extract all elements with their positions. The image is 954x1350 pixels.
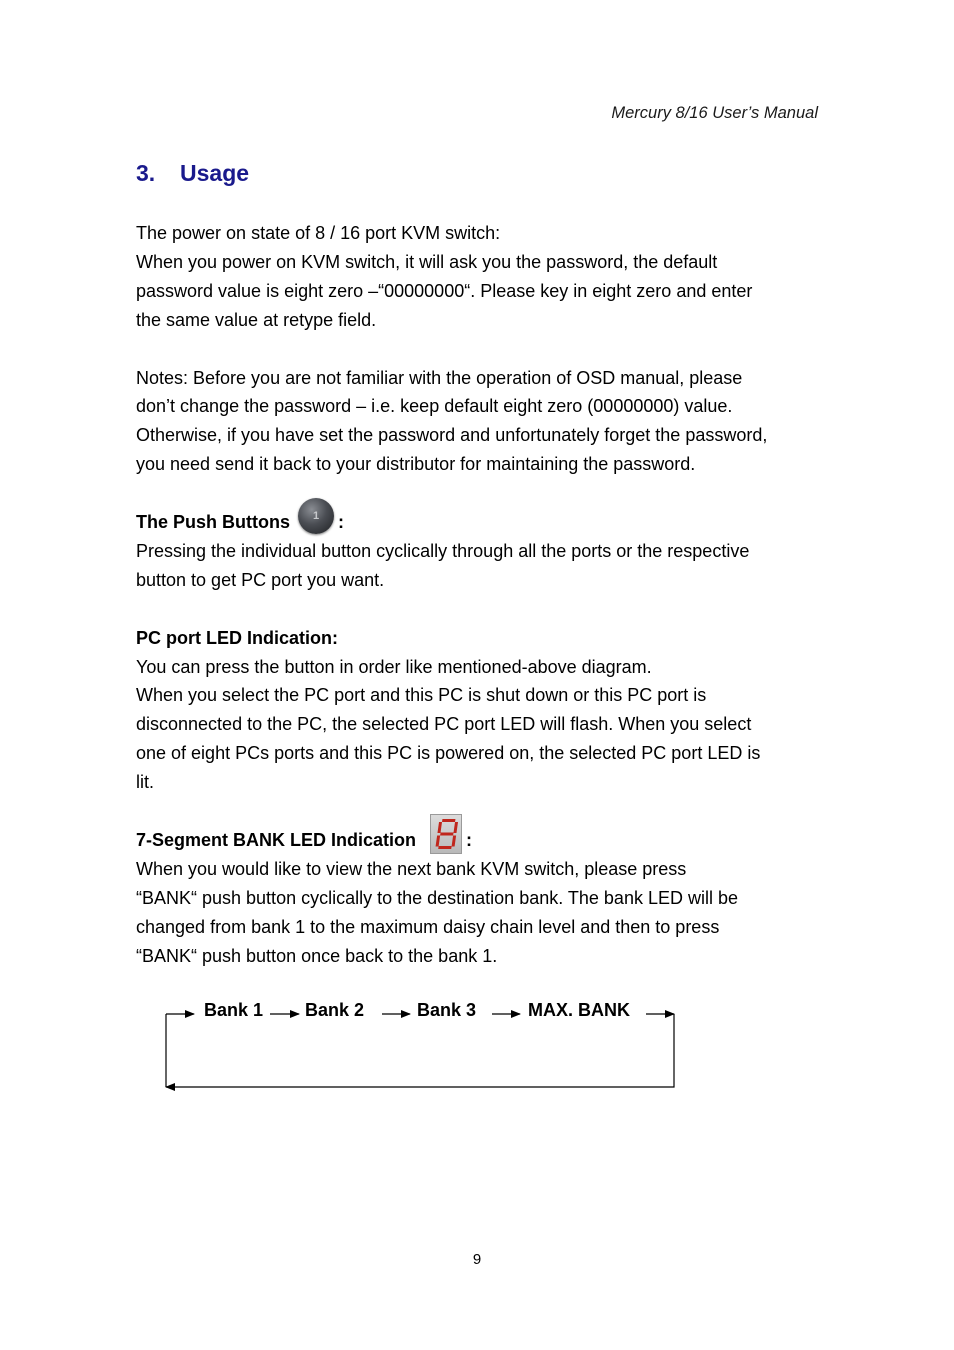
- flow-label-bank-1: Bank 1: [204, 1000, 264, 1020]
- power-on-line-1: The power on state of 8 / 16 port KVM switch:: [136, 223, 501, 243]
- flow-label-bank-3: Bank 3: [417, 1000, 477, 1020]
- page-content: [136, 219, 826, 970]
- bank-led-heading: [136, 826, 826, 855]
- pc-led-line-3: disconnected to the PC, the selected PC port LED will flash. When you select: [136, 714, 752, 735]
- pc-led-line-2: When you select the PC port and this PC is shut down or this PC port is: [136, 685, 707, 706]
- power-on-line-2: When you power on KVM switch, it will ask you the password, the default: [136, 251, 718, 272]
- page-number: 9: [472, 1251, 482, 1268]
- notes-line-2: don’t change the password – i.e. keep default eight zero (00000000) value.: [136, 396, 733, 417]
- flow-label-bank-2: Bank 2: [305, 1000, 365, 1020]
- bank-led-line-2: “BANK“ push button cyclically to the destination bank. The bank LED will be: [136, 887, 738, 908]
- bank-led-heading-text: 7-Segment BANK LED Indication: [136, 829, 417, 850]
- bank-led-line-4: “BANK“ push button once back to the bank 1.: [136, 945, 498, 966]
- notes-line-4: you need send it back to your distributor for maintaining the password.: [136, 454, 696, 475]
- pc-led-heading: PC port LED Indication:: [136, 627, 338, 648]
- section-title-text: Usage: [180, 160, 250, 186]
- flow-return-loop: [166, 1014, 674, 1087]
- power-on-line-4: the same value at retype field.: [136, 309, 377, 330]
- push-buttons-heading-text: The Push Buttons: [136, 512, 290, 533]
- section-title: [136, 160, 249, 187]
- section-number: 3.: [136, 160, 156, 186]
- seven-segment-icon: [430, 814, 462, 854]
- push-button-icon: 1: [298, 498, 334, 534]
- pc-led-line-4: one of eight PCs ports and this PC is powered on, the selected PC port LED is: [136, 743, 761, 764]
- push-buttons-line-2: button to get PC port you want.: [136, 569, 385, 590]
- pc-led-line-1: You can press the button in order like mentioned-above diagram.: [136, 656, 652, 677]
- notes-line-3: Otherwise, if you have set the password and unfortunately forget the password,: [136, 425, 768, 446]
- bank-led-colon: :: [466, 829, 473, 850]
- flow-label-max-bank: MAX. BANK: [528, 1000, 630, 1020]
- push-buttons-heading: [136, 508, 826, 537]
- push-buttons-colon: :: [338, 512, 344, 533]
- manual-header: Mercury 8/16 User’s Manual: [611, 104, 818, 122]
- power-on-line-3: password value is eight zero –“00000000“. Please key in eight zero and enter: [136, 280, 753, 301]
- push-buttons-line-1: Pressing the individual button cyclically through all the ports or the respective: [136, 540, 750, 561]
- pc-led-line-5: lit.: [136, 772, 154, 793]
- bank-led-line-3: changed from bank 1 to the maximum daisy chain level and then to press: [136, 916, 720, 937]
- notes-line-1: Notes: Before you are not familiar with the operation of OSD manual, please: [136, 367, 743, 388]
- seven-segment-digit: [431, 815, 461, 853]
- bank-led-line-1: When you would like to view the next bank KVM switch, please press: [136, 858, 687, 879]
